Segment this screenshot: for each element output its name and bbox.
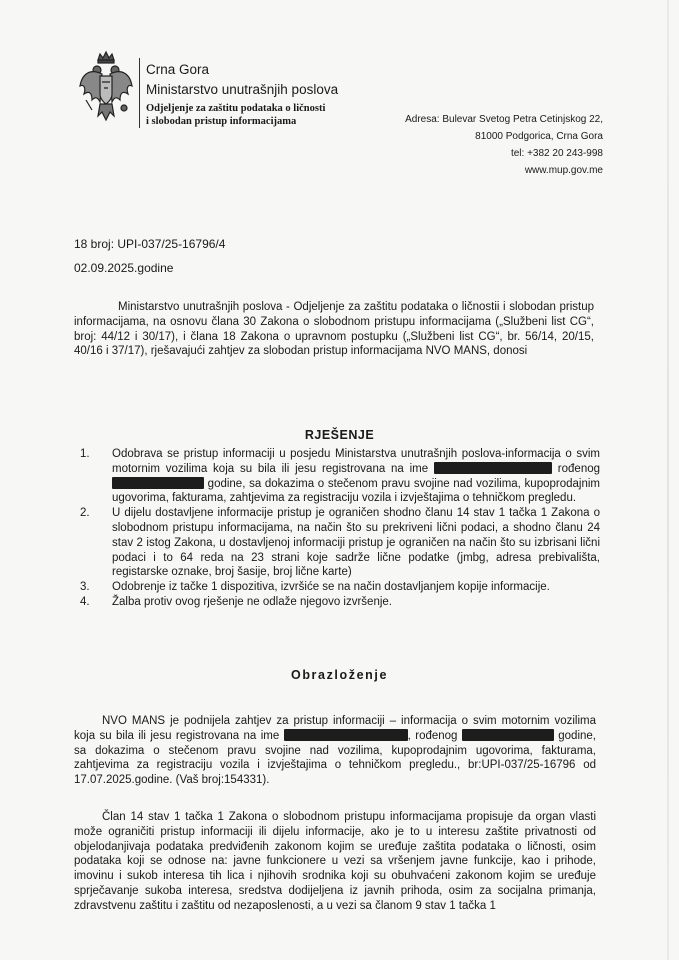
reasoning-title: Obrazloženje [291,668,388,682]
reference-date: 02.09.2025.godine [74,261,174,275]
address-city: 81000 Podgorica, Crna Gora [475,131,603,142]
contact-address-block [405,111,603,179]
intro-paragraph: Ministarstvo unutrašnjih poslova - Odjeljenje za zaštitu podataka o ličnostii i slobodan pristup informacijama, na osnovu člana 30 Zakona o slobodnom pristupu informacijama („Službeni list CG“, broj: 44/12 i 30/17), i člana 18 Zakona o upravnom postupku („Službeni list CG“, br. 56/14, 20/15, 40/16 i 37/17), rješavajući zahtjev za slobodan pristup informacijama NVO MANS, donosi [74,301,594,358]
reasoning-paragraph-1: NVO MANS je podnijela zahtjev za pristup informaciji – informacija o svim motornim vozilima koja su bila ili jesu registrovana na ime , rođenog godine, sa dokazima o stečenom pravu svojine nad vozilima, kupoprodajnim ugovorima, fakturama, zahtjevima za registraciju vozila i izvještajima o tehničkom pregledu., br:UPI-037/25-16796 od 17.07.2025.godine. (Vaš broj:154331). [74,715,596,787]
address-website: www.mup.gov.me [524,165,603,176]
header-department-line1: Odjeljenje za zaštitu podataka o ličnosti [146,103,326,114]
decision-item: 3. Odobrenje iz tačke 1 dispozitiva, izvršiće se na način dostavljanjem kopije informacije. [80,581,550,594]
decision-item: 1. Odobrava se pristup informaciji u posjedu Ministarstva unutrašnjih poslova-informacija o svim motornim vozilima koja su bila ili jesu registrovana na ime rođenog godine, sa dokazima o stečenom pravu svojine nad vozilima, kupoprodajnim ugovorima, fakturama, zahtjevima za registraciju vozila i izvještajima o tehničkom pregledu. [80,448,601,505]
redacted-name [434,462,552,474]
reasoning-paragraph-2: Član 14 stav 1 tačka 1 Zakona o slobodnom pristupu informacijama propisuje da organ vlasti može ograničiti pristup informaciji ili dijelu informacije, ako je to u interesu zaštite privatnosti od objelodanjivaja podataka predviđenih zakonom kojim se uređuje zaštita podataka o ličnosti, osim podataka koji se odnose na: javne funkcionere u vezi sa vršenjem javne funkcije, kao i prihode, imovinu i sukob interesa tih lica i njihovih srodnika koji su obuhvaćeni zakonom kojim se uređuje sprječavanje sukoba interesa, sredstva dodijeljena iz javnih prihoda, osim za socijalna primanja, zdravstvenu zaštitu i zaštitu od nezaposlenosti, a u vezi sa članom 9 stav 1 tačka 1 [74,811,596,912]
header-department [146,102,366,128]
decision-title: RJEŠENJE [304,428,375,442]
header-department-line2: i slobodan pristup informacijama [146,116,297,127]
header-ministry: Ministarstvo unutrašnjih poslova [146,82,339,97]
redacted-birthdate [112,477,204,489]
decision-list [80,447,600,610]
reference-number: 18 broj: UPI-037/25-16796/4 [74,237,226,251]
address-street: Adresa: Bulevar Svetog Petra Cetinjskog 22, [405,114,603,125]
reference-block [74,232,225,280]
decision-item: 4. Žalba protiv ovog rješenje ne odlaže njegovo izvršenje. [80,595,392,608]
redacted-birthdate [462,729,554,741]
scan-edge [667,0,669,960]
montenegro-coat-of-arms-icon [78,50,134,124]
header-country: Crna Gora [146,62,210,77]
header-divider [139,58,140,128]
redacted-name [284,729,408,741]
address-phone: tel: +382 20 243-998 [510,148,603,159]
decision-item: 2. U dijelu dostavljene informacije pristup je ograničen shodno članu 14 stav 1 tačka 1 Zakona o slobodnom pristupu informacijama, na način što su prekriveni lični podaci, a shodno članu 24 stav 2 istog Zakona, u dostavljenoj informaciji pristup je ograničen na način što su izbrisani lični podaci i to 64 reda na 23 strani koje sadrže lične podatke (jmbg, adresa prebivališta, registarske oznake, broj šasije, broj lične karte) [80,507,600,579]
